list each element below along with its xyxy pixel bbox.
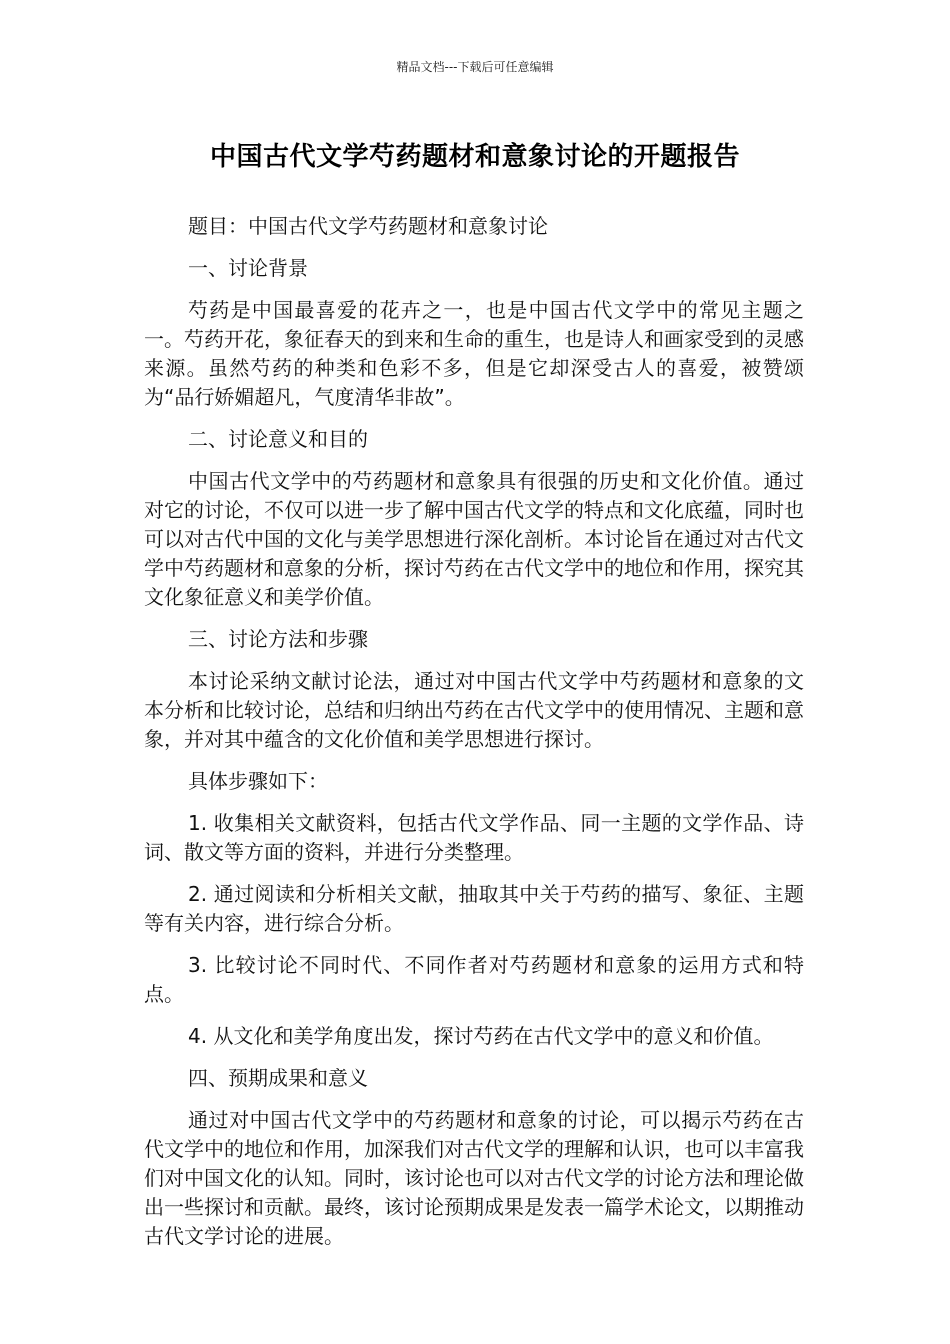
step-item-2: 2. 通过阅读和分析相关文献，抽取其中关于芍药的描写、象征、主题等有关内容，进行综合分析。 <box>144 882 804 935</box>
section-heading-background: 一、讨论背景 <box>188 256 308 280</box>
section-heading-outcomes: 四、预期成果和意义 <box>188 1066 368 1090</box>
header-note: 精品文档---下载后可任意编辑 <box>396 60 554 74</box>
step-item-4: 4. 从文化和美学角度出发，探讨芍药在古代文学中的意义和价值。 <box>188 1024 774 1048</box>
step-item-1: 1. 收集相关文献资料，包括古代文学作品、同一主题的文学作品、诗词、散文等方面的资料，并进行分类整理。 <box>144 811 804 864</box>
paragraph-methods: 本讨论采纳文献讨论法，通过对中国古代文学中芍药题材和意象的文本分析和比较讨论，总结和归纳出芍药在古代文学中的使用情况、主题和意象，并对其中蕴含的文化价值和美学思想进行探讨。 <box>144 669 804 751</box>
steps-intro: 具体步骤如下： <box>188 769 328 793</box>
step-item-3: 3. 比较讨论不同时代、不同作者对芍药题材和意象的运用方式和特点。 <box>144 953 804 1006</box>
document-body <box>144 212 804 1264</box>
section-heading-significance: 二、讨论意义和目的 <box>188 427 368 451</box>
paragraph-background: 芍药是中国最喜爱的花卉之一，也是中国古代文学中的常见主题之一。芍药开花，象征春天的到来和生命的重生，也是诗人和画家受到的灵感来源。虽然芍药的种类和色彩不多，但是它却深受古人的喜爱，被赞颂为“品行娇媚超凡，气度清华非故”。 <box>144 298 804 409</box>
paragraph-significance: 中国古代文学中的芍药题材和意象具有很强的历史和文化价值。通过对它的讨论，不仅可以进一步了解中国古代文学的特点和文化底蕴，同时也可以对古代中国的文化与美学思想进行深化剖析。本讨论旨在通过对古代文学中芍药题材和意象的分析，探讨芍药在古代文学中的地位和作用，探究其文化象征意义和美学价值。 <box>144 469 804 609</box>
section-heading-methods: 三、讨论方法和步骤 <box>188 627 368 651</box>
paragraph-outcomes: 通过对中国古代文学中的芍药题材和意象的讨论，可以揭示芍药在古代文学中的地位和作用，加深我们对古代文学的理解和认识，也可以丰富我们对中国文化的认知。同时，该讨论也可以对古代文学的讨论方法和理论做出一些探讨和贡献。最终，该讨论预期成果是发表一篇学术论文，以期推动古代文学讨论的进展。 <box>144 1108 804 1248</box>
document-title: 中国古代文学芍药题材和意象讨论的开题报告 <box>209 142 740 172</box>
topic-line: 题目：中国古代文学芍药题材和意象讨论 <box>188 214 548 238</box>
